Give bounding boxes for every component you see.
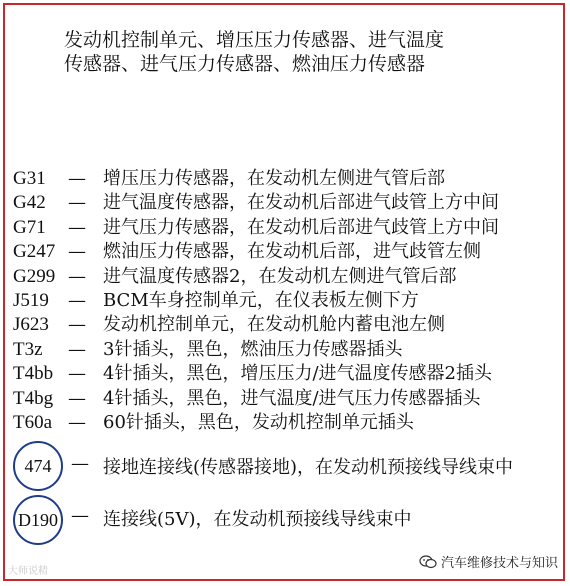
dash-separator: — (68, 363, 86, 385)
legend-row (13, 313, 558, 337)
component-description: 进气压力传感器，在发动机后部进气歧管上方中间 (103, 216, 499, 238)
dash-separator: — (68, 192, 86, 214)
title-line-2: 传感器、进气压力传感器、燃油压力传感器 (64, 53, 426, 75)
title-line-1: 发动机控制单元、增压压力传感器、进气温度 (64, 29, 445, 51)
component-code: J519 (13, 289, 49, 311)
dash-separator: — (68, 314, 86, 336)
watermark-right-text: 汽车维修技术与知识 (440, 556, 558, 571)
legend-row (13, 411, 558, 435)
dash-separator: — (68, 265, 86, 287)
dash-separator: — (68, 216, 86, 238)
component-description: BCM车身控制单元，在仪表板左侧下方 (103, 289, 419, 311)
legend-row (13, 362, 558, 386)
component-code: T3z (13, 338, 43, 360)
component-code: T4bg (13, 387, 54, 409)
watermark-left: 大师说精 (8, 566, 48, 577)
legend-row (13, 387, 558, 411)
component-code: T60a (13, 411, 53, 433)
circled-code-badge: D190 (13, 495, 63, 545)
legend-row (13, 240, 558, 264)
component-code: G71 (13, 216, 46, 238)
component-description: 发动机控制单元，在发动机舱内蓄电池左侧 (103, 314, 445, 336)
component-legend (13, 167, 558, 435)
legend-row (13, 216, 558, 240)
component-code: G247 (13, 241, 56, 263)
dash-separator: — (71, 453, 89, 474)
component-description: 4针插头，黑色，增压压力/进气温度传感器2插头 (103, 363, 492, 385)
legend-row (13, 338, 558, 362)
wechat-icon (419, 555, 437, 569)
legend-row (13, 265, 558, 289)
component-description: 进气温度传感器2，在发动机左侧进气管后部 (103, 265, 457, 287)
circled-component-description: 接地连接线(传感器接地)，在发动机预接线导线束中 (103, 457, 514, 478)
component-code: G31 (13, 168, 46, 189)
dash-separator: — (68, 338, 86, 360)
dash-separator: — (68, 168, 86, 189)
circled-component-description: 连接线(5V)，在发动机预接线导线束中 (103, 509, 412, 530)
component-code: J623 (13, 314, 49, 336)
component-description: 60针插头，黑色，发动机控制单元插头 (103, 411, 414, 433)
component-description: 进气温度传感器，在发动机后部进气歧管上方中间 (103, 192, 499, 214)
component-code: T4bb (13, 363, 54, 385)
component-description: 增压压力传感器，在发动机左侧进气管后部 (103, 168, 445, 189)
legend-row (13, 191, 558, 215)
watermark-right (419, 552, 558, 571)
dash-separator: — (68, 411, 86, 433)
component-code: G42 (13, 192, 46, 214)
dash-separator: — (71, 505, 89, 526)
component-description: 4针插头，黑色，进气温度/进气压力传感器插头 (103, 387, 481, 409)
dash-separator: — (68, 241, 86, 263)
dash-separator: — (68, 289, 86, 311)
circled-code-badge: 474 (13, 441, 63, 491)
legend-row (13, 167, 558, 191)
component-description: 燃油压力传感器，在发动机后部，进气歧管左侧 (103, 241, 481, 263)
component-description: 3针插头，黑色，燃油压力传感器插头 (103, 338, 403, 360)
dash-separator: — (68, 387, 86, 409)
component-code: G299 (13, 265, 56, 287)
page-title (64, 28, 534, 76)
legend-row (13, 289, 558, 313)
